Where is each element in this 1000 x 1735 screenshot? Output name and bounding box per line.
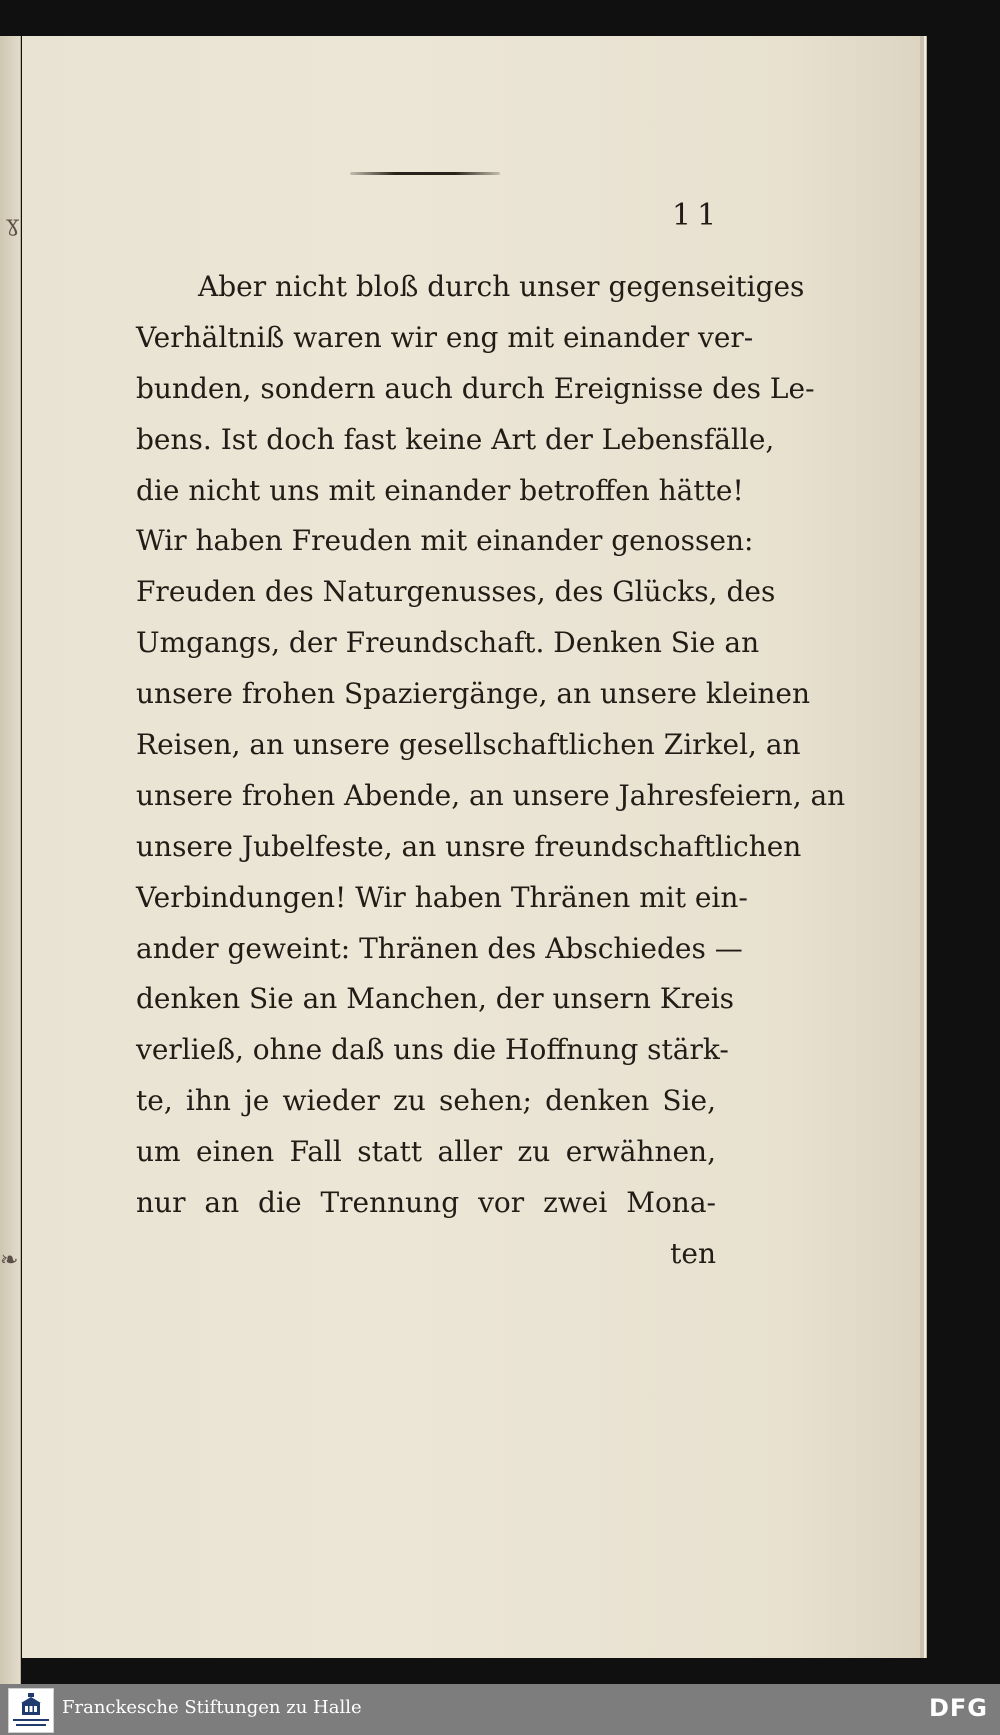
text-line: verließ, ohne daß uns die Hoffnung stärk- bbox=[136, 1033, 729, 1067]
text-line: Reisen, an unsere gesellschaftlichen Zirkel, an bbox=[136, 728, 801, 762]
text-line: bunden, sondern auch durch Ereignisse des Le- bbox=[136, 371, 815, 405]
text-line: unsere frohen Abende, an unsere Jahresfeiern, an bbox=[136, 778, 846, 812]
text-line: Verhältniß waren wir eng mit einander ver- bbox=[136, 320, 754, 354]
margin-mark: ❧ bbox=[0, 1248, 19, 1273]
dfg-logo[interactable]: DFG bbox=[928, 1694, 988, 1722]
institution-logo[interactable] bbox=[8, 1688, 54, 1733]
text-line: die nicht uns mit einander betroffen hätte! bbox=[136, 473, 744, 507]
text-line: unsere frohen Spaziergänge, an unsere kleinen bbox=[136, 677, 810, 711]
viewer-footer bbox=[0, 1684, 1000, 1735]
text-line: ander geweint: Thränen des Abschiedes — bbox=[136, 931, 743, 965]
text-line: denken Sie an Manchen, der unsern Kreis bbox=[136, 982, 735, 1016]
body-text bbox=[136, 262, 846, 1280]
text-line: Umgangs, der Freundschaft. Denken Sie an bbox=[136, 626, 760, 660]
text-line: Aber nicht bloß durch unser gegenseitiges bbox=[198, 270, 805, 303]
page-number: 11 bbox=[672, 198, 723, 233]
text-line: nur an die Trennung vor zwei Mona- bbox=[136, 1186, 716, 1220]
institution-name[interactable]: Franckesche Stiftungen zu Halle bbox=[62, 1697, 362, 1718]
institution-logo-icon bbox=[9, 1689, 53, 1732]
text-line: um einen Fall statt aller zu erwähnen, bbox=[136, 1135, 716, 1169]
text-line: Freuden des Naturgenusses, des Glücks, des bbox=[136, 575, 776, 609]
header-rule bbox=[350, 172, 500, 175]
facing-page-edge bbox=[0, 36, 21, 1696]
text-line: bens. Ist doch fast keine Art der Lebensfälle, bbox=[136, 422, 775, 456]
text-line: unsere Jubelfeste, an unsre freundschaftlichen bbox=[136, 829, 802, 863]
margin-mark: ɣ bbox=[6, 212, 20, 237]
text-line: Wir haben Freuden mit einander genossen: bbox=[136, 524, 754, 558]
catchword: ten bbox=[670, 1236, 716, 1270]
text-line: te, ihn je wieder zu sehen; denken Sie, bbox=[136, 1084, 716, 1118]
text-line: Verbindungen! Wir haben Thränen mit ein- bbox=[136, 880, 748, 914]
